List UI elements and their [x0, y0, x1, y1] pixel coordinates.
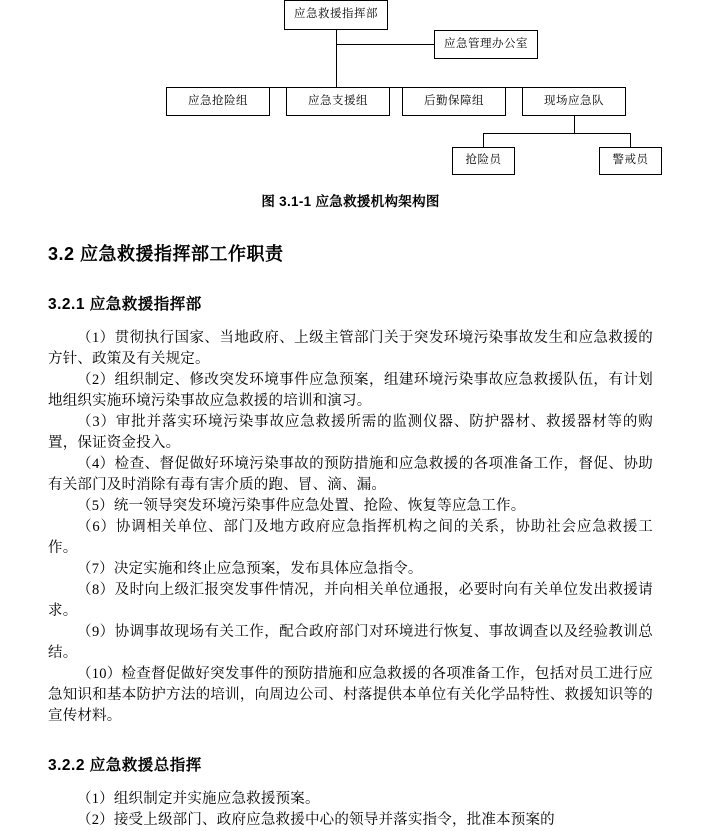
connector-hq-vertical	[336, 30, 337, 87]
connector-onsite-vertical	[574, 116, 575, 133]
org-chart	[48, 0, 653, 182]
paragraph: （10）检查督促做好突发事件的预防措施和应急救援的各项准备工作，包括对员工进行应急知识和基本防护方法的培训，向周边公司、村落提供本单位有关化学品特性、救援知识等的宣传材料。	[48, 666, 653, 724]
paragraph: （1）组织制定并实施应急救援预案。	[77, 791, 320, 807]
paragraph: （2）组织制定、修改突发环境事件应急预案，组建环境污染事故应急救援队伍，有计划地组织实施环境污染事故应急救援的培训和演习。	[48, 372, 653, 409]
section-3-2-1-body	[48, 328, 653, 727]
paragraph: （2）接受上级部门、政府应急救援中心的领导并落实指令，批准本预案的	[77, 812, 555, 828]
connector-level4-bus	[483, 133, 630, 134]
paragraph: （6）协调相关单位、部门及地方政府应急指挥机构之间的关系，协助社会应急救援工作。	[48, 519, 653, 556]
org-node-hq: 应急救援指挥部	[284, 0, 388, 30]
section-3-2-2-body	[48, 789, 653, 831]
org-node-member1: 抢险员	[452, 147, 515, 175]
paragraph: （7）决定实施和终止应急预案，发布具体应急指令。	[77, 561, 423, 577]
connector-drop-member2	[630, 133, 631, 147]
subsection-heading-3-2-2: 3.2.2 应急救援总指挥	[48, 757, 202, 774]
paragraph: （8）及时向上级汇报突发事件情况，并向相关单位通报，必要时向有关单位发出救援请求。	[48, 582, 653, 619]
paragraph: （5）统一领导突发环境污染事件应急处置、抢险、恢复等应急工作。	[77, 498, 526, 514]
org-node-rescue: 应急抢险组	[166, 87, 270, 116]
org-node-onsite: 现场应急队	[522, 87, 626, 116]
org-node-member2: 警戒员	[599, 147, 662, 175]
connector-hq-to-office	[336, 44, 434, 45]
org-node-office: 应急管理办公室	[434, 30, 538, 59]
org-node-support: 应急支援组	[286, 87, 390, 116]
paragraph: （4）检查、督促做好环境污染事故的预防措施和应急救援的各项准备工作，督促、协助有关部门及时消除有毒有害介质的跑、冒、滴、漏。	[48, 456, 653, 493]
org-node-logistics: 后勤保障组	[402, 87, 506, 116]
figure-caption: 图 3.1-1 应急救援机构架构图	[261, 194, 440, 209]
connector-drop-member1	[483, 133, 484, 147]
paragraph: （9）协调事故现场有关工作，配合政府部门对环境进行恢复、事故调查以及经验教训总结。	[48, 624, 653, 661]
subsection-heading-3-2-1: 3.2.1 应急救援指挥部	[48, 296, 202, 313]
section-heading-3-2: 3.2 应急救援指挥部工作职责	[48, 244, 284, 264]
paragraph: （3）审批并落实环境污染事故应急救援所需的监测仪器、防护器材、救援器材等的购置，保证资金投入。	[48, 414, 653, 451]
paragraph: （1）贯彻执行国家、当地政府、上级主管部门关于突发环境污染事故发生和应急救援的方针、政策及有关规定。	[48, 330, 653, 367]
